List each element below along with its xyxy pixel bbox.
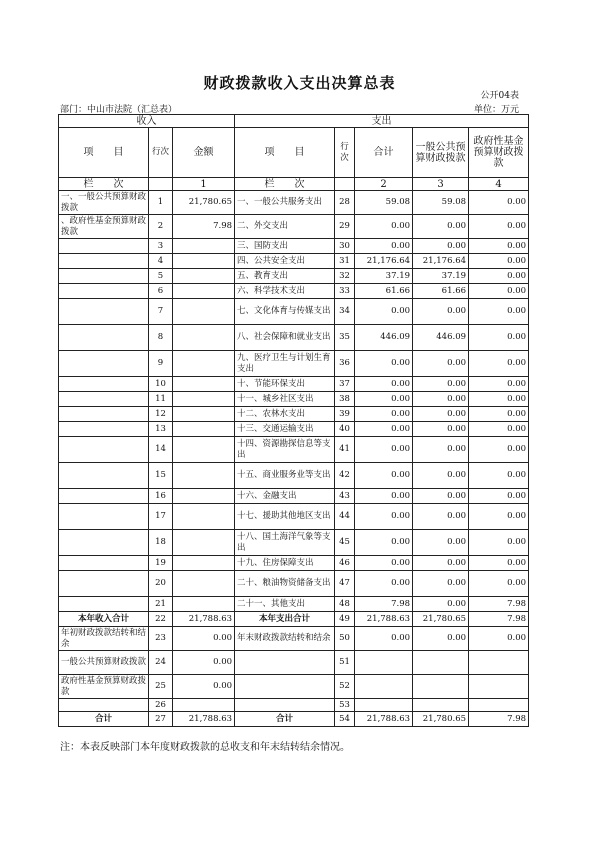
table-row <box>59 712 529 727</box>
income-line: 18 <box>149 530 173 556</box>
income-item <box>59 284 149 299</box>
income-amount <box>173 437 235 463</box>
expense-line: 44 <box>335 504 355 530</box>
general-budget-amount: 0.00 <box>413 299 469 325</box>
general-budget-amount: 59.08 <box>413 191 469 215</box>
income-item: 一、一般公共预算财政拨款 <box>59 191 149 215</box>
expense-total: 21,176.64 <box>355 254 413 269</box>
general-budget-amount <box>413 651 469 675</box>
expense-line: 38 <box>335 392 355 407</box>
expense-item: 十九、住房保障支出 <box>235 556 335 571</box>
table-row <box>59 325 529 351</box>
expense-total: 0.00 <box>355 299 413 325</box>
expense-line: 31 <box>335 254 355 269</box>
expense-total: 21,788.63 <box>355 612 413 627</box>
income-item <box>59 377 149 392</box>
gov-fund-amount: 0.00 <box>469 422 529 437</box>
income-amount <box>173 463 235 489</box>
income-line: 7 <box>149 299 173 325</box>
table-row <box>59 437 529 463</box>
table-row <box>59 627 529 651</box>
column-number-1: 1 <box>173 178 235 191</box>
gov-fund-amount: 0.00 <box>469 269 529 284</box>
expense-item: 十七、援助其他地区支出 <box>235 504 335 530</box>
general-budget-amount: 21,176.64 <box>413 254 469 269</box>
income-amount <box>173 239 235 254</box>
expense-item: 十、节能环保支出 <box>235 377 335 392</box>
income-line: 24 <box>149 651 173 675</box>
gov-fund-amount: 0.00 <box>469 437 529 463</box>
general-budget-amount: 0.00 <box>413 422 469 437</box>
gov-fund-amount: 0.00 <box>469 254 529 269</box>
income-item: 本年收入合计 <box>59 612 149 627</box>
column-label-blank-expense <box>335 178 355 191</box>
expense-total: 0.00 <box>355 627 413 651</box>
general-budget-amount: 37.19 <box>413 269 469 284</box>
gov-fund-header: 政府性基金预算财政拨款 <box>469 128 529 178</box>
income-line: 26 <box>149 699 173 712</box>
income-line: 4 <box>149 254 173 269</box>
expense-line: 40 <box>335 422 355 437</box>
general-budget-amount: 0.00 <box>413 377 469 392</box>
income-item <box>59 530 149 556</box>
income-item <box>59 463 149 489</box>
gov-fund-amount: 7.98 <box>469 597 529 612</box>
general-budget-amount: 0.00 <box>413 437 469 463</box>
expense-line: 32 <box>335 269 355 284</box>
general-budget-amount: 0.00 <box>413 215 469 239</box>
expense-item: 三、国防支出 <box>235 239 335 254</box>
column-number-3: 3 <box>413 178 469 191</box>
expense-total: 61.66 <box>355 284 413 299</box>
expense-total <box>355 675 413 699</box>
income-amount <box>173 325 235 351</box>
expense-total: 446.09 <box>355 325 413 351</box>
expense-line: 52 <box>335 675 355 699</box>
table-row <box>59 530 529 556</box>
expense-total: 37.19 <box>355 269 413 284</box>
expense-line: 53 <box>335 699 355 712</box>
expense-item: 年末财政拨款结转和结余 <box>235 627 335 651</box>
expense-item: 十五、商业服务业等支出 <box>235 463 335 489</box>
expense-total: 0.00 <box>355 530 413 556</box>
income-amount: 7.98 <box>173 215 235 239</box>
page-title: 财政拨款收入支出决算总表 <box>203 74 396 92</box>
income-line: 20 <box>149 571 173 597</box>
income-line: 3 <box>149 239 173 254</box>
income-line: 5 <box>149 269 173 284</box>
income-item <box>59 299 149 325</box>
expense-line: 39 <box>335 407 355 422</box>
footnote: 注：本表反映部门本年度财政拨款的总收支和年末结转结余情况。 <box>60 742 350 753</box>
income-line: 23 <box>149 627 173 651</box>
gov-fund-amount: 0.00 <box>469 351 529 377</box>
general-budget-amount: 0.00 <box>413 530 469 556</box>
expense-total: 0.00 <box>355 215 413 239</box>
gov-fund-amount: 0.00 <box>469 325 529 351</box>
item-header: 项 目 <box>59 128 149 178</box>
expense-item: 十八、国土海洋气象等支出 <box>235 530 335 556</box>
gov-fund-amount: 0.00 <box>469 489 529 504</box>
income-item: 政府性基金预算财政拨款 <box>59 675 149 699</box>
income-item <box>59 556 149 571</box>
income-line: 14 <box>149 437 173 463</box>
gov-fund-amount: 0.00 <box>469 627 529 651</box>
income-line: 8 <box>149 325 173 351</box>
expense-item: 二十、粮油物资储备支出 <box>235 571 335 597</box>
general-budget-amount: 61.66 <box>413 284 469 299</box>
table-row <box>59 239 529 254</box>
income-line: 10 <box>149 377 173 392</box>
gov-fund-amount: 0.00 <box>469 463 529 489</box>
expense-item: 四、公共安全支出 <box>235 254 335 269</box>
general-budget-amount <box>413 675 469 699</box>
gov-fund-amount: 0.00 <box>469 556 529 571</box>
income-amount <box>173 504 235 530</box>
line-header: 行次 <box>149 128 173 178</box>
expense-item: 五、教育支出 <box>235 269 335 284</box>
expense-line: 46 <box>335 556 355 571</box>
expense-item: 六、科学技术支出 <box>235 284 335 299</box>
expense-item: 二十一、其他支出 <box>235 597 335 612</box>
income-item <box>59 422 149 437</box>
column-number-2: 2 <box>355 178 413 191</box>
income-line: 16 <box>149 489 173 504</box>
income-amount: 0.00 <box>173 651 235 675</box>
table-row <box>59 463 529 489</box>
income-amount <box>173 269 235 284</box>
expense-header: 支出 <box>235 115 529 128</box>
expense-total: 0.00 <box>355 437 413 463</box>
expense-item: 二、外交支出 <box>235 215 335 239</box>
income-item: 一般公共预算财政拨款 <box>59 651 149 675</box>
expense-item <box>235 651 335 675</box>
expense-total: 0.00 <box>355 489 413 504</box>
general-budget-amount: 0.00 <box>413 407 469 422</box>
expense-item: 一、一般公共服务支出 <box>235 191 335 215</box>
expense-line: 49 <box>335 612 355 627</box>
table-row <box>59 351 529 377</box>
income-item <box>59 407 149 422</box>
general-budget-amount: 21,780.65 <box>413 612 469 627</box>
table-row <box>59 571 529 597</box>
income-item <box>59 437 149 463</box>
column-label-blank <box>149 178 173 191</box>
table-row <box>59 489 529 504</box>
column-number-4: 4 <box>469 178 529 191</box>
table-row <box>59 675 529 699</box>
general-budget-amount: 0.00 <box>413 392 469 407</box>
general-budget-amount: 0.00 <box>413 489 469 504</box>
income-item <box>59 325 149 351</box>
expense-line: 33 <box>335 284 355 299</box>
expense-line: 41 <box>335 437 355 463</box>
income-amount: 0.00 <box>173 675 235 699</box>
table-row <box>59 556 529 571</box>
income-amount: 21,788.63 <box>173 712 235 727</box>
expense-item: 合计 <box>235 712 335 727</box>
income-line: 6 <box>149 284 173 299</box>
income-line: 17 <box>149 504 173 530</box>
expense-total <box>355 651 413 675</box>
gov-fund-amount: 0.00 <box>469 299 529 325</box>
income-amount <box>173 556 235 571</box>
column-label: 栏 次 <box>59 178 149 191</box>
expense-line: 48 <box>335 597 355 612</box>
gov-fund-amount: 0.00 <box>469 215 529 239</box>
income-amount <box>173 377 235 392</box>
general-budget-amount: 0.00 <box>413 627 469 651</box>
income-amount <box>173 284 235 299</box>
gov-fund-amount: 0.00 <box>469 377 529 392</box>
expense-line: 34 <box>335 299 355 325</box>
income-amount <box>173 422 235 437</box>
income-item <box>59 254 149 269</box>
general-budget-amount: 0.00 <box>413 504 469 530</box>
expense-total: 0.00 <box>355 392 413 407</box>
table-row <box>59 651 529 675</box>
income-amount <box>173 351 235 377</box>
expense-item: 十一、城乡社区支出 <box>235 392 335 407</box>
income-line: 19 <box>149 556 173 571</box>
table-row <box>59 377 529 392</box>
expense-item <box>235 699 335 712</box>
table-row <box>59 392 529 407</box>
expense-line: 30 <box>335 239 355 254</box>
expense-total: 0.00 <box>355 571 413 597</box>
expense-line: 45 <box>335 530 355 556</box>
line-header-expense: 行次 <box>335 128 355 178</box>
income-line: 2 <box>149 215 173 239</box>
income-amount <box>173 489 235 504</box>
gov-fund-amount <box>469 651 529 675</box>
income-item: 合计 <box>59 712 149 727</box>
expense-total: 59.08 <box>355 191 413 215</box>
general-budget-amount: 0.00 <box>413 571 469 597</box>
income-item: 年初财政拨款结转和结余 <box>59 627 149 651</box>
income-amount <box>173 392 235 407</box>
income-amount <box>173 299 235 325</box>
income-item <box>59 351 149 377</box>
income-line: 11 <box>149 392 173 407</box>
general-budget-amount: 0.00 <box>413 239 469 254</box>
general-budget-amount: 0.00 <box>413 597 469 612</box>
gov-fund-amount: 0.00 <box>469 571 529 597</box>
expense-total: 0.00 <box>355 463 413 489</box>
form-number: 公开04表 <box>480 91 519 101</box>
expense-total: 7.98 <box>355 597 413 612</box>
expense-item: 七、文化体育与传媒支出 <box>235 299 335 325</box>
expense-line: 36 <box>335 351 355 377</box>
table-row <box>59 597 529 612</box>
expense-line: 50 <box>335 627 355 651</box>
income-header: 收入 <box>59 115 235 128</box>
table-row <box>59 254 529 269</box>
general-budget-amount <box>413 699 469 712</box>
table-row <box>59 215 529 239</box>
general-budget-amount: 0.00 <box>413 351 469 377</box>
income-amount <box>173 407 235 422</box>
income-amount: 0.00 <box>173 627 235 651</box>
expense-total: 0.00 <box>355 556 413 571</box>
expense-total: 0.00 <box>355 422 413 437</box>
gov-fund-amount: 0.00 <box>469 504 529 530</box>
income-amount <box>173 699 235 712</box>
income-line: 1 <box>149 191 173 215</box>
amount-header: 金额 <box>173 128 235 178</box>
expense-item: 八、社会保障和就业支出 <box>235 325 335 351</box>
income-item <box>59 269 149 284</box>
expense-line: 29 <box>335 215 355 239</box>
gov-fund-amount <box>469 675 529 699</box>
income-line: 15 <box>149 463 173 489</box>
gov-fund-amount: 7.98 <box>469 612 529 627</box>
income-item <box>59 239 149 254</box>
table-row <box>59 191 529 215</box>
expense-item: 十六、金融支出 <box>235 489 335 504</box>
income-item: 、政府性基金预算财政拨款 <box>59 215 149 239</box>
item-header-expense: 项 目 <box>235 128 335 178</box>
table-row <box>59 284 529 299</box>
general-budget-amount: 21,780.65 <box>413 712 469 727</box>
income-amount <box>173 530 235 556</box>
income-line: 21 <box>149 597 173 612</box>
table-row <box>59 299 529 325</box>
expense-line: 28 <box>335 191 355 215</box>
unit-label: 单位：万元 <box>473 105 519 115</box>
income-item <box>59 504 149 530</box>
expense-line: 35 <box>335 325 355 351</box>
expense-line: 47 <box>335 571 355 597</box>
table-row <box>59 269 529 284</box>
expense-total: 0.00 <box>355 239 413 254</box>
income-amount: 21,788.63 <box>173 612 235 627</box>
income-line: 13 <box>149 422 173 437</box>
expense-item: 九、医疗卫生与计划生育支出 <box>235 351 335 377</box>
income-item <box>59 489 149 504</box>
income-line: 27 <box>149 712 173 727</box>
gov-fund-amount: 0.00 <box>469 239 529 254</box>
income-item <box>59 571 149 597</box>
gov-fund-amount: 0.00 <box>469 407 529 422</box>
income-amount: 21,780.65 <box>173 191 235 215</box>
expense-item: 本年支出合计 <box>235 612 335 627</box>
income-line: 25 <box>149 675 173 699</box>
income-amount <box>173 254 235 269</box>
gov-fund-amount: 0.00 <box>469 191 529 215</box>
expense-total: 0.00 <box>355 377 413 392</box>
general-budget-amount: 0.00 <box>413 463 469 489</box>
expense-total: 0.00 <box>355 407 413 422</box>
expense-item: 十二、农林水支出 <box>235 407 335 422</box>
expense-item: 十四、资源勘探信息等支出 <box>235 437 335 463</box>
general-budget-header: 一般公共预算财政拨款 <box>413 128 469 178</box>
expense-total <box>355 699 413 712</box>
table-row <box>59 422 529 437</box>
income-item <box>59 699 149 712</box>
income-line: 12 <box>149 407 173 422</box>
expense-line: 42 <box>335 463 355 489</box>
income-item <box>59 392 149 407</box>
expense-line: 43 <box>335 489 355 504</box>
table-row <box>59 504 529 530</box>
income-amount <box>173 597 235 612</box>
expense-item: 十三、交通运输支出 <box>235 422 335 437</box>
column-label-expense: 栏 次 <box>235 178 335 191</box>
expense-total: 0.00 <box>355 351 413 377</box>
income-line: 22 <box>149 612 173 627</box>
table-row <box>59 612 529 627</box>
general-budget-amount: 446.09 <box>413 325 469 351</box>
expense-total: 21,788.63 <box>355 712 413 727</box>
gov-fund-amount: 0.00 <box>469 284 529 299</box>
gov-fund-amount <box>469 699 529 712</box>
total-header: 合计 <box>355 128 413 178</box>
gov-fund-amount: 7.98 <box>469 712 529 727</box>
gov-fund-amount: 0.00 <box>469 392 529 407</box>
gov-fund-amount: 0.00 <box>469 530 529 556</box>
income-line: 9 <box>149 351 173 377</box>
expense-line: 54 <box>335 712 355 727</box>
income-item <box>59 597 149 612</box>
expense-total: 0.00 <box>355 504 413 530</box>
expense-item <box>235 675 335 699</box>
department-label: 部门：中山市法院（汇总表） <box>60 105 178 115</box>
table-row <box>59 407 529 422</box>
expense-line: 37 <box>335 377 355 392</box>
finance-table <box>58 114 529 727</box>
general-budget-amount: 0.00 <box>413 556 469 571</box>
table-row <box>59 699 529 712</box>
expense-line: 51 <box>335 651 355 675</box>
income-amount <box>173 571 235 597</box>
